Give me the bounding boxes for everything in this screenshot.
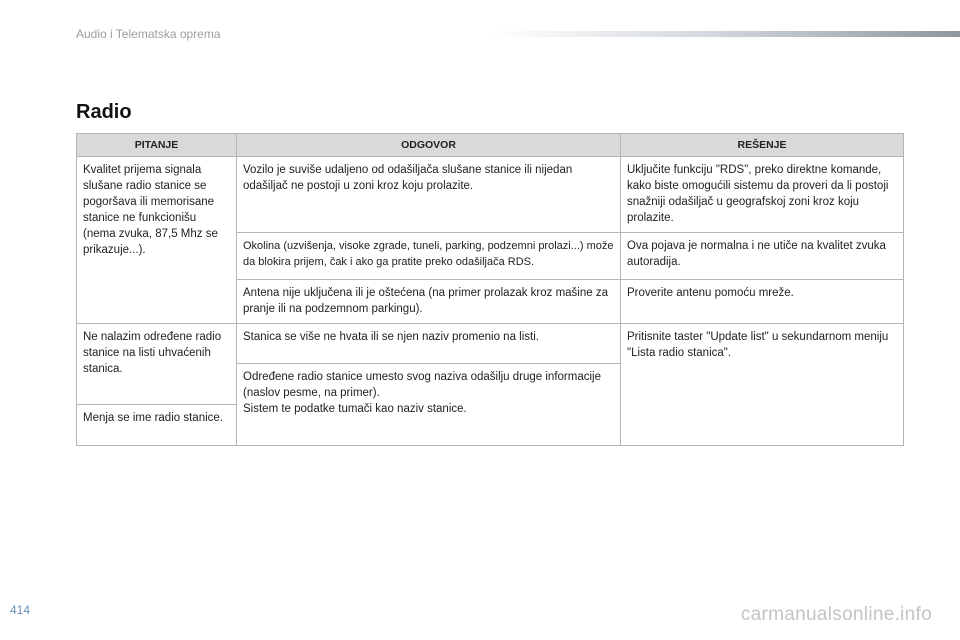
solution-cell: Pritisnite taster "Update list" u sekundarnom meniju "Lista radio stanica".	[621, 324, 904, 446]
question-cell: Ne nalazim određene radio stanice na listi uhvaćenih stanica.	[77, 324, 237, 405]
column-header-answer: ODGOVOR	[237, 134, 621, 157]
question-cell: Kvalitet prijema signala slušane radio stanice se pogoršava ili memorisane stanice ne funkcionišu (nema zvuka, 87,5 Mhz se prikazuje...).	[77, 157, 237, 324]
answer-line: Određene radio stanice umesto svog naziva odašilju druge informacije (naslov pesme, na primer).	[243, 371, 601, 399]
answer-cell: Stanica se više ne hvata ili se njen naziv promenio na listi.	[237, 324, 621, 364]
troubleshooting-table	[76, 133, 904, 446]
table-row	[77, 324, 904, 364]
table-row	[77, 157, 904, 233]
solution-cell: Uključite funkciju "RDS", preko direktne komande, kako biste omogućili sistemu da proveri da li postoji snažniji odašiljač u geografskoj zoni kroz koju prolazite.	[621, 157, 904, 233]
question-cell: Menja se ime radio stanice.	[77, 405, 237, 446]
answer-cell: Antena nije uključena ili je oštećena (na primer prolazak kroz mašine za pranje ili na podzemnom parkingu).	[237, 280, 621, 324]
page-number: 414	[10, 603, 31, 617]
table-header-row	[77, 134, 904, 157]
column-header-solution: REŠENJE	[621, 134, 904, 157]
answer-cell: Vozilo je suviše udaljeno od odašiljača slušane stanice ili nijedan odašiljač ne postoji u zoni kroz koju prolazite.	[237, 157, 621, 233]
answer-cell	[237, 364, 621, 446]
header-gradient-bar	[490, 31, 960, 37]
solution-cell: Proverite antenu pomoću mreže.	[621, 280, 904, 324]
watermark: carmanualsonline.info	[740, 604, 932, 625]
solution-cell: Ova pojava je normalna i ne utiče na kvalitet zvuka autoradija.	[621, 233, 904, 280]
section-title: Radio	[76, 101, 132, 123]
answer-line: Sistem te podatke tumači kao naziv stanice.	[243, 403, 467, 415]
running-header: Audio i Telematska oprema	[76, 27, 221, 41]
answer-cell: Okolina (uzvišenja, visoke zgrade, tuneli, parking, podzemni prolazi...) može da blokira prijem, čak i ako ga pratite preko odašiljača RDS.	[237, 233, 621, 280]
column-header-question: PITANJE	[77, 134, 237, 157]
